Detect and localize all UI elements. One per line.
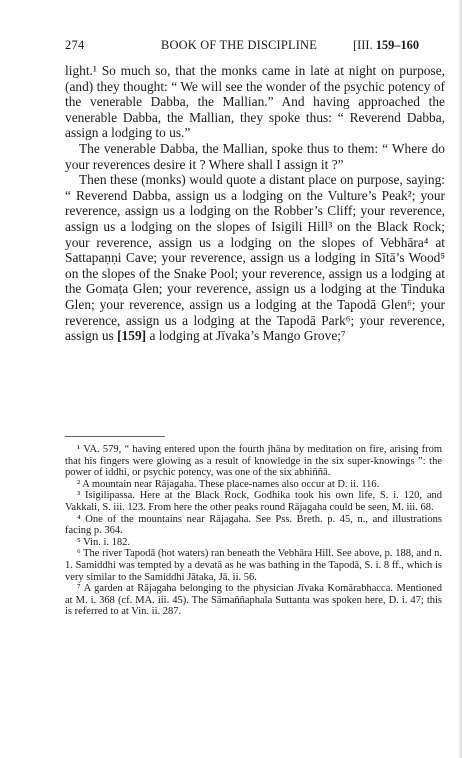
running-title: BOOK OF THE DISCIPLINE [161,38,317,52]
footnote-6: ⁶ The river Tapodā (hot waters) ran beneath the Vebhāra Hill. See above, p. 188, and n. 1. Samiddhi was tempted by a devatā as he was bathing in the Tapodā, S. i. 8 ff., which is very similar to the Samiddhi Jātaka, Jā. ii. 56. [65,548,442,583]
footnote-2: ² A mountain near Rājagaha. These place-names also occur at D. ii. 116. [77,478,380,490]
paragraph-2: The venerable Dabba, the Mallian, spoke thus to them: “ Where do your reverences desire it ? Where shall I assign it ?” [65,140,445,172]
footnotes [65,444,442,618]
paragraph-1: light.¹ So much so, that the monks came in late at night on purpose, (and) they thought: “ We will see the wonder of the psychic potency of the venerable Dabba, the Mallian.” And having approached the venerable Dabba, the Mallian, they spoke thus: “ Reverend Dabba, assign a lodging to us.” [65,63,445,141]
footnote-3: ³ Isigilipassa. Here at the Black Rock, Godhika took his own life, S. i. 120, and Vakkali, S. iii. 123. From here the other peaks round Rājagaha could be seen, M. iii. 68. [65,490,442,513]
footnote-4: ⁴ One of the mountains near Rājagaha. See Pss. Breth. p. 45, n., and illustrations facing p. 364. [65,513,442,537]
footnote-5: ⁵ Vin. i. 182. [77,536,131,548]
footnote-7: ⁷ A garden at Rājagaha belonging to the physician Jīvaka Komārabhacca. Mentioned at M. i. 368 (cf. MA. iii. 45). The Sāmaññaphala Suttanta was spoken here, D. i. 47; this is referred to at Vin. ii. 287. [65,583,442,618]
footnote-1: ¹ VA. 579, “ having entered upon the fourth jhāna by meditation on fire, arising from that his fingers were glowing as a result of knowledge in the six super-knowings ”: the power of iddhi, or psychic potency, was one of the six abhiññā. [65,444,442,479]
body-text [65,63,445,344]
section-numbers: 159–160 [375,38,420,52]
section-reference [353,38,419,53]
page-number: 274 [65,38,85,52]
footnote-rule [65,436,165,437]
pagination-marker: [159] [117,328,147,344]
paragraph-3-text-b: a lodging at Jīvaka’s Mango Grove;⁷ [146,328,346,344]
paragraph-3 [65,172,445,344]
running-head [65,38,442,56]
section-prefix: [III. [353,38,376,52]
page-edge-shadow [458,0,462,758]
paragraph-3-text-a: Then these (monks) would quote a distant place on purpose, saying: “ Reverend Dabba, assign us a lodging on the Vulture’s Peak²; your reverence, assign us a lodging on the Robber’s Cliff; your reverence, assign us a lodging on the slopes of Isigili Hill³ on the Black Rock; your reverence, assign us a lodging on the slopes of Vebhāra⁴ at Sattapaṇṇi Cave; your reverence, assign us a lodging in Sītā’s Wood⁵ on the slopes of the Snake Pool; your reverence, assign us a lodging at the Gomaṭa Glen; your reverence, assign us a lodging at the Tinduka Glen; your reverence, assign us a lodging at the Tapodā Glen⁶; your reverence, assign us a lodging at the Tapodā Park⁶; your reverence, assign us [65,172,445,344]
